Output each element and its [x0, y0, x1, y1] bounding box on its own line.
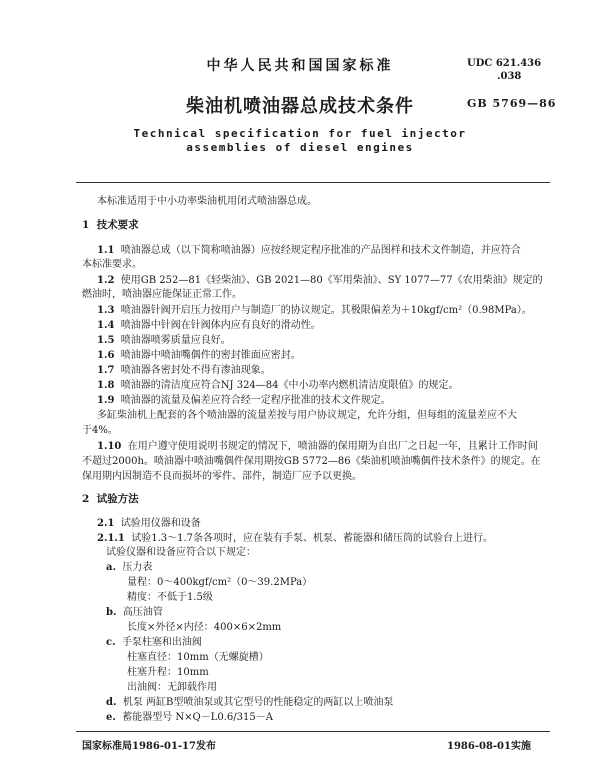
section-title: 技术要求 — [96, 219, 139, 231]
clause-text: 喷油器针阀开启压力按用户与制造厂的协议规定。其极限偏差为＋10kgf/cm²（0.98MPa）。 — [120, 305, 532, 316]
item-a-range: 量程：0～400kgf/cm²（0～39.2MPa） — [127, 577, 313, 588]
clause-number: 1.9 — [97, 395, 115, 406]
clause-text: 使用GB 252—81《轻柴油》、GB 2021—80《军用柴油》、SY 1077—77《农用柴油》规定的 — [120, 275, 543, 286]
item-label: c. — [106, 637, 116, 648]
clause-text: 喷油器的清洁度应符合NJ 324—84《中小功率内燃机清洁度限值》的规定。 — [120, 380, 459, 391]
footer-divider — [76, 731, 550, 732]
clause-number: 2.1 — [97, 518, 115, 529]
clause-number: 1.5 — [97, 335, 115, 346]
clause-1-10-cont: 不超过2000h。喷油器中喷油嘴偶件保用期按GB 5772—86《柴油机喷油嘴偶件技术条件》的规定。在 — [82, 456, 541, 467]
clause-1-2-cont: 燃油时，喷油器应能保证正常工作。 — [82, 289, 242, 300]
clause-1-6 — [97, 346, 301, 361]
clause-text: 试验用仪器和设备 — [120, 518, 201, 529]
clause-1-7 — [97, 361, 271, 376]
clause-text: 喷油器各密封处不得有渗油现象。 — [120, 365, 271, 376]
section-title: 试验方法 — [96, 493, 139, 505]
clause-1-1 — [97, 241, 521, 256]
effective-date: 1986-08-01实施 — [447, 741, 531, 752]
clause-number: 1.6 — [97, 350, 115, 361]
item-title: 压力表 — [122, 562, 153, 573]
header-divider — [76, 182, 550, 183]
item-label: a. — [106, 562, 116, 573]
clause-number: 1.8 — [97, 380, 115, 391]
clause-1-2 — [97, 271, 543, 286]
item-e — [106, 708, 273, 723]
clause-text: 喷油器总成（以下简称喷油器）应按经规定程序批准的产品图样和技术文件制造，并应符合 — [120, 245, 521, 256]
item-text: 蓄能器型号 N×Q－L0.6/315－A — [122, 712, 273, 723]
item-title: 高压油管 — [122, 607, 163, 618]
standard-heading: 中华人民共和国国家标准 — [206, 58, 394, 74]
document-title-en-line1: Technical specification for fuel injector — [133, 127, 467, 140]
clause-number: 2.1.1 — [97, 533, 125, 544]
item-label: e. — [106, 712, 116, 723]
clause-1-3 — [97, 301, 532, 316]
clause-2-1-1 — [97, 529, 493, 544]
clause-1-8 — [97, 376, 459, 391]
clause-number: 1.10 — [97, 441, 122, 452]
clause-number: 1.3 — [97, 305, 115, 316]
clause-1-1-cont: 本标准要求。 — [82, 259, 142, 270]
clause-text: 在用户遵守使用说明书规定的情况下，喷油器的保用期为自出厂之日起一年，且累计工作时间 — [127, 441, 538, 452]
section-2-heading — [82, 491, 139, 506]
clause-number: 1.1 — [97, 245, 115, 256]
clause-1-9-paragraph: 多缸柴油机上配套的各个喷油器的流量差按与用户协议规定，允许分组，但每组的流量差应不大 — [97, 410, 517, 421]
clause-1-10-cont-2: 保用期内因制造不良而损坏的零件、部件，制造厂应予以更换。 — [82, 471, 362, 482]
item-text: 机泵 两缸B型喷油泵或其它型号的性能稳定的两缸以上喷油泵 — [122, 697, 394, 708]
item-a — [106, 558, 152, 573]
clause-1-5 — [97, 331, 231, 346]
clause-1-10 — [97, 437, 538, 452]
clause-number: 1.4 — [97, 320, 115, 331]
section-number: 1 — [82, 219, 90, 231]
item-c-stroke: 柱塞升程：10mm — [127, 667, 209, 678]
clause-1-9-paragraph-cont: 于4%。 — [82, 425, 118, 436]
item-c-diameter: 柱塞直径：10mm（无螺旋槽） — [127, 652, 269, 663]
clause-text: 喷油器中喷油嘴偶件的密封锥面应密封。 — [120, 350, 301, 361]
item-b-spec: 长度×外径×内径：400×6×2mm — [127, 622, 282, 633]
clause-text: 喷油器中针阀在针阀体内应有良好的滑动性。 — [120, 320, 321, 331]
clause-1-9 — [97, 391, 391, 406]
issue-date: 国家标准局1986-01-17发布 — [82, 741, 216, 752]
scope-paragraph: 本标准适用于中小功率柴油机用闭式喷油器总成。 — [97, 196, 317, 207]
gb-number: GB 5769—86 — [467, 97, 557, 110]
clause-2-1-1-cont: 试验仪器和设备应符合以下规定： — [106, 547, 256, 558]
item-label: d. — [106, 697, 117, 708]
section-number: 2 — [82, 493, 90, 505]
item-a-precision: 精度：不低于1.5级 — [127, 592, 213, 603]
clause-number: 1.2 — [97, 275, 115, 286]
document-title-cn: 柴油机喷油器总成技术条件 — [186, 96, 414, 117]
clause-text: 试验1.3～1.7条各项时，应在装有手泵、机泵、蓄能器和储压筒的试验台上进行。 — [131, 533, 494, 544]
item-c — [106, 633, 202, 648]
udc-code: UDC 621.436 — [467, 58, 542, 69]
clause-text: 喷油器的流量及偏差应符合经一定程序批准的技术文件规定。 — [120, 395, 391, 406]
item-b — [106, 603, 163, 618]
clause-number: 1.7 — [97, 365, 115, 376]
item-d — [106, 693, 393, 708]
document-title-en-line2: assemblies of diesel engines — [186, 141, 414, 154]
item-c-valve: 出油阀：无卸载作用 — [127, 682, 217, 693]
item-title: 手泵柱塞和出油阀 — [121, 637, 202, 648]
clause-2-1 — [97, 514, 201, 529]
section-1-heading — [82, 217, 139, 232]
clause-text: 喷油器喷雾质量应良好。 — [120, 335, 231, 346]
item-label: b. — [106, 607, 117, 618]
udc-code-continued: .038 — [497, 71, 522, 82]
clause-1-4 — [97, 316, 321, 331]
